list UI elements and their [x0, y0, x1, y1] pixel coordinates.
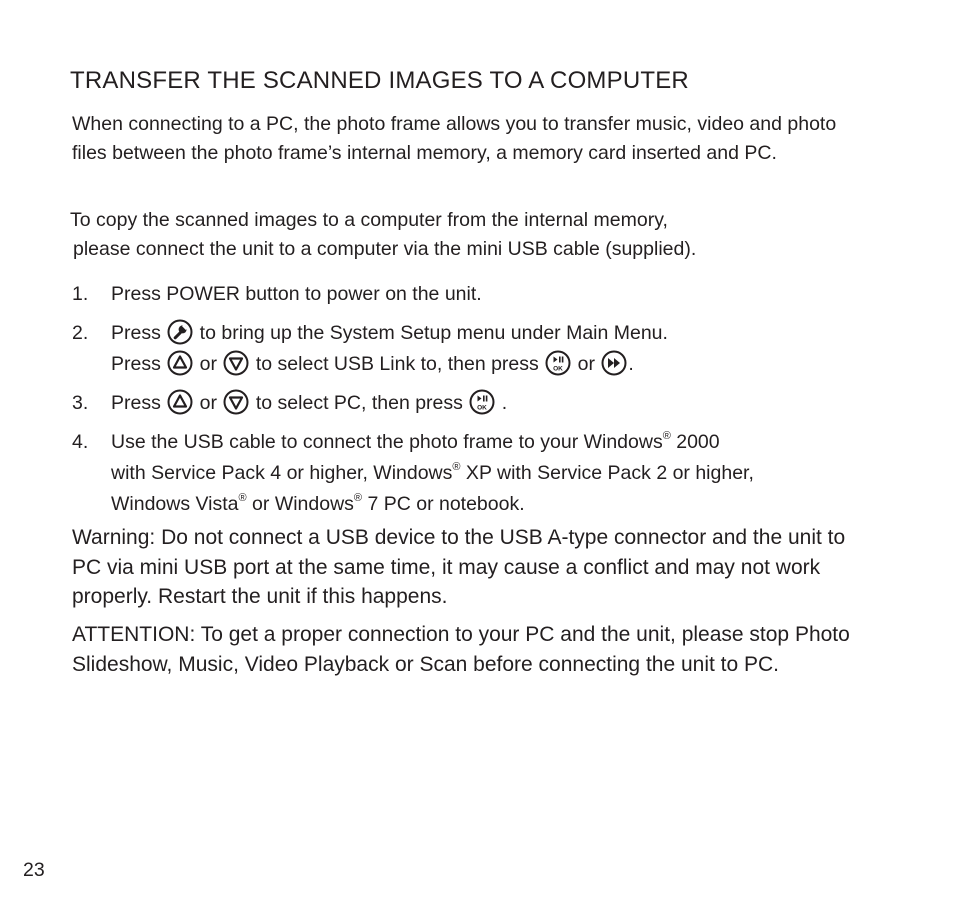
step-2 [72, 318, 872, 380]
step-text: or [194, 353, 223, 375]
down-arrow-icon [223, 389, 249, 415]
fast-forward-icon [601, 350, 627, 376]
step-text: Press [111, 353, 167, 375]
page-number: 23 [23, 859, 45, 881]
registered-mark: ® [452, 461, 461, 473]
play-pause-ok-icon [469, 389, 495, 415]
step-4-line-3 [111, 489, 872, 520]
step-2-line-1 [111, 318, 872, 349]
step-text: to select PC, then press [250, 392, 469, 414]
step-number: 1. [72, 283, 89, 305]
step-text: Windows Vista [111, 493, 239, 515]
step-text: Press POWER button to power on the unit. [111, 283, 482, 305]
step-text: 2000 [670, 431, 720, 453]
step-text: with Service Pack 4 or higher, Windows [111, 462, 453, 484]
step-text: or [572, 353, 601, 375]
page-title: TRANSFER THE SCANNED IMAGES TO A COMPUTER [70, 67, 689, 94]
step-text: Press [111, 322, 167, 344]
wrench-icon [167, 319, 193, 345]
step-4-line-1 [111, 427, 872, 458]
up-arrow-icon [167, 389, 193, 415]
attention-paragraph: ATTENTION: To get a proper connection to your PC and the unit, please stop Photo Slideshow, Music, Video Playback or Scan before connecting the unit to PC. [72, 623, 850, 676]
down-arrow-icon [223, 350, 249, 376]
step-3 [72, 388, 872, 419]
step-3-line [111, 388, 872, 419]
step-text: to bring up the System Setup menu under Main Menu. [194, 322, 668, 344]
step-4 [72, 427, 872, 520]
copy-line-2: please connect the unit to a computer via the mini USB cable (supplied). [73, 238, 697, 260]
step-number: 2. [72, 322, 89, 344]
svg-text:OK: OK [553, 365, 564, 373]
step-2-line-2 [111, 349, 872, 380]
step-text: . [628, 353, 634, 375]
steps-list [72, 279, 872, 528]
up-arrow-icon [167, 350, 193, 376]
step-text: to select USB Link to, then press [250, 353, 545, 375]
warning-paragraph: Warning: Do not connect a USB device to the USB A-type connector and the unit to PC via mini USB port at the same time, it may cause a conflict and may not work properly. Restart the unit if this happens. [72, 526, 846, 608]
play-pause-ok-icon [545, 350, 571, 376]
step-4-line-2 [111, 458, 872, 489]
copy-line-1: To copy the scanned images to a computer from the internal memory, [70, 209, 668, 231]
step-text: 7 PC or notebook. [362, 493, 525, 515]
step-text: Use the USB cable to connect the photo frame to your Windows [111, 431, 663, 453]
step-number: 4. [72, 431, 89, 453]
registered-mark: ® [353, 492, 363, 504]
copy-paragraph [70, 206, 860, 264]
step-text: . [496, 392, 508, 414]
svg-text:OK: OK [477, 404, 488, 412]
step-text: XP with Service Pack 2 or higher, [460, 462, 754, 484]
registered-mark: ® [238, 492, 247, 504]
step-1 [72, 279, 872, 310]
step-number: 3. [72, 392, 89, 414]
registered-mark: ® [662, 430, 671, 442]
step-text: Press [111, 392, 167, 414]
step-text: or [194, 392, 223, 414]
intro-paragraph: When connecting to a PC, the photo frame allows you to transfer music, video and photo files between the photo frame’s internal memory, a memory card inserted and PC. [72, 113, 837, 164]
step-text: or Windows [246, 493, 354, 515]
